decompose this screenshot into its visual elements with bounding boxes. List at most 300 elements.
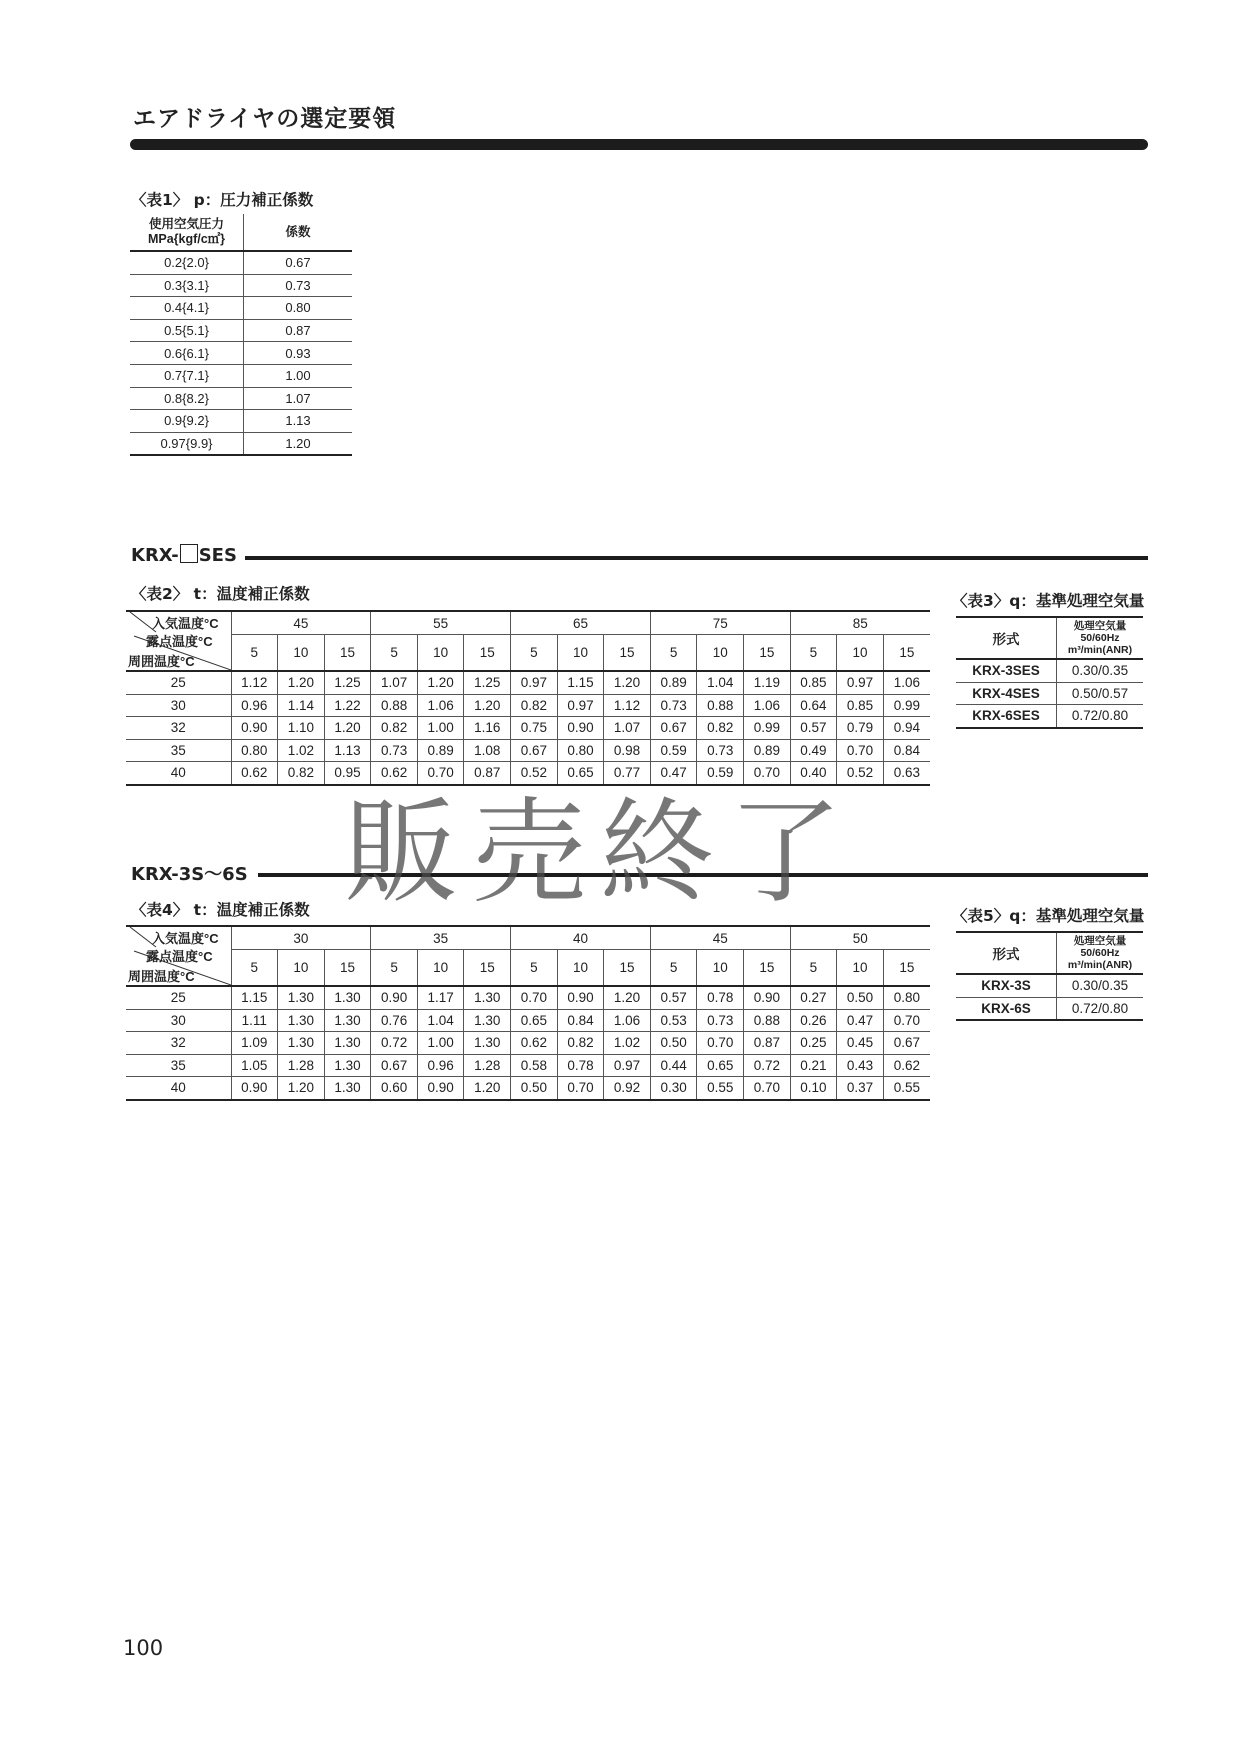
coefficient-cell: 1.22: [324, 694, 371, 717]
dew-point-header: 5: [790, 950, 837, 986]
coefficient-cell: 0.52: [837, 762, 884, 785]
coefficient-cell: 0.97: [511, 671, 558, 694]
coefficient-cell: 1.30: [278, 1009, 325, 1032]
coefficient-cell: 0.40: [790, 762, 837, 785]
flow-header-line2: 50/60Hz: [1080, 632, 1120, 644]
coefficient-cell: 0.90: [744, 986, 791, 1009]
table-row: [130, 274, 352, 297]
coefficient-cell: 1.15: [231, 986, 278, 1009]
coefficient-cell: 1.30: [324, 1032, 371, 1055]
coefficient-cell: 1.06: [744, 694, 791, 717]
coefficient-cell: 0.77: [604, 762, 651, 785]
dew-point-header: 10: [417, 635, 464, 671]
coefficient-cell: 1.20: [278, 1077, 325, 1100]
coefficient-cell: 0.53: [650, 1009, 697, 1032]
flow-cell: 0.72/0.80: [1057, 705, 1144, 728]
ambient-temp-cell: 32: [126, 1032, 231, 1055]
coefficient-cell: 0.73: [697, 1009, 744, 1032]
coefficient-cell: 0.27: [790, 986, 837, 1009]
coefficient-cell: 0.50: [650, 1032, 697, 1055]
coefficient-cell: 0.99: [744, 717, 791, 740]
coefficient-cell: 0.88: [371, 694, 418, 717]
pressure-cell: 0.8{8.2}: [130, 387, 244, 410]
table-row: [956, 997, 1143, 1020]
table-row: [126, 671, 930, 694]
coefficient-cell: 0.75: [511, 717, 558, 740]
coefficient-cell: 1.06: [604, 1009, 651, 1032]
section1-rule: [245, 556, 1148, 560]
ambient-temp-cell: 30: [126, 1009, 231, 1032]
coefficient-cell: 0.82: [697, 717, 744, 740]
coefficient-cell: 0.67: [371, 1054, 418, 1077]
table-row: [130, 319, 352, 342]
coefficient-cell: 1.04: [417, 1009, 464, 1032]
section1-title: [131, 544, 237, 566]
model-cell: KRX-6S: [956, 997, 1057, 1020]
coefficient-cell: 0.88: [744, 1009, 791, 1032]
coefficient-cell: 1.20: [604, 986, 651, 1009]
ambient-temp-cell: 30: [126, 694, 231, 717]
inlet-temp-header: 55: [371, 611, 511, 635]
coefficient-cell: 1.20: [244, 432, 353, 455]
corner-ambient-label: 周囲温度°C: [128, 654, 195, 669]
header-corner: [126, 926, 231, 986]
corner-dew-label: 露点温度°C: [146, 634, 213, 649]
coefficient-cell: 0.59: [650, 739, 697, 762]
coefficient-cell: 0.64: [790, 694, 837, 717]
coefficient-cell: 1.09: [231, 1032, 278, 1055]
model-placeholder-box: [180, 544, 198, 563]
temperature-correction-table-ses: [126, 610, 930, 786]
inlet-temp-header: 35: [371, 926, 511, 950]
coefficient-cell: 1.30: [324, 1054, 371, 1077]
header-row: [956, 932, 1143, 974]
coefficient-cell: 0.65: [697, 1054, 744, 1077]
coefficient-cell: 1.30: [464, 986, 511, 1009]
coefficient-cell: 0.97: [557, 694, 604, 717]
model-header: 形式: [956, 932, 1057, 974]
pressure-cell: 0.97{9.9}: [130, 432, 244, 455]
dew-point-header: 15: [744, 950, 791, 986]
coefficient-cell: 0.57: [790, 717, 837, 740]
dew-point-header: 15: [324, 635, 371, 671]
coefficient-cell: 0.55: [697, 1077, 744, 1100]
coefficient-cell: 0.96: [417, 1054, 464, 1077]
coefficient-cell: 0.73: [371, 739, 418, 762]
coefficient-cell: 1.12: [231, 671, 278, 694]
inlet-temp-header: 75: [650, 611, 790, 635]
coefficient-cell: 0.97: [604, 1054, 651, 1077]
section1-title-suffix: SES: [198, 545, 237, 566]
coefficient-cell: 0.52: [511, 762, 558, 785]
flow-cell: 0.30/0.35: [1057, 974, 1144, 997]
flow-header-line2: 50/60Hz: [1080, 947, 1120, 959]
title-rule: [130, 139, 1148, 150]
coefficient-cell: 1.30: [324, 1009, 371, 1032]
pressure-cell: 0.4{4.1}: [130, 297, 244, 320]
coefficient-cell: 0.73: [650, 694, 697, 717]
coefficient-cell: 1.04: [697, 671, 744, 694]
coefficient-cell: 1.30: [324, 1077, 371, 1100]
ambient-temp-cell: 25: [126, 986, 231, 1009]
coefficient-cell: 0.63: [883, 762, 930, 785]
coefficient-cell: 0.98: [604, 739, 651, 762]
table1-header-pressure-line2: MPa{kgf/c㎡}: [147, 232, 226, 246]
coefficient-cell: 0.99: [883, 694, 930, 717]
coefficient-cell: 1.00: [417, 1032, 464, 1055]
coefficient-cell: 0.10: [790, 1077, 837, 1100]
coefficient-cell: 0.95: [324, 762, 371, 785]
dew-point-header: 10: [837, 950, 884, 986]
header-row-inlet: [126, 611, 930, 635]
coefficient-cell: 0.58: [511, 1054, 558, 1077]
dew-point-header: 15: [604, 635, 651, 671]
inlet-temp-header: 45: [231, 611, 371, 635]
table-row: [956, 682, 1143, 705]
coefficient-cell: 0.65: [511, 1009, 558, 1032]
coefficient-cell: 1.15: [557, 671, 604, 694]
coefficient-cell: 0.43: [837, 1054, 884, 1077]
coefficient-cell: 0.82: [371, 717, 418, 740]
table-row: [130, 364, 352, 387]
table-row: [126, 762, 930, 785]
coefficient-cell: 0.47: [650, 762, 697, 785]
coefficient-cell: 1.25: [324, 671, 371, 694]
coefficient-cell: 0.82: [511, 694, 558, 717]
coefficient-cell: 0.80: [244, 297, 353, 320]
inlet-temp-header: 50: [790, 926, 930, 950]
corner-diagonals: [126, 927, 231, 985]
header-row: [956, 617, 1143, 659]
corner-inlet-label: 入気温度°C: [152, 931, 219, 946]
coefficient-cell: 1.20: [464, 1077, 511, 1100]
page-number: 100: [123, 1636, 164, 1660]
coefficient-cell: 0.85: [837, 694, 884, 717]
dew-point-header: 10: [697, 950, 744, 986]
dew-point-header: 15: [324, 950, 371, 986]
coefficient-cell: 1.06: [417, 694, 464, 717]
dew-point-header: 10: [557, 635, 604, 671]
dew-point-header: 5: [650, 635, 697, 671]
dew-point-header: 5: [511, 950, 558, 986]
dew-point-header: 15: [604, 950, 651, 986]
coefficient-cell: 1.20: [324, 717, 371, 740]
dew-point-header: 15: [883, 635, 930, 671]
coefficient-cell: 0.50: [511, 1077, 558, 1100]
coefficient-cell: 0.70: [697, 1032, 744, 1055]
coefficient-cell: 0.72: [744, 1054, 791, 1077]
coefficient-cell: 1.17: [417, 986, 464, 1009]
table2-caption: 〈表2〉 t：温度補正係数: [131, 585, 310, 603]
coefficient-cell: 0.72: [371, 1032, 418, 1055]
coefficient-cell: 1.30: [324, 986, 371, 1009]
coefficient-cell: 0.47: [837, 1009, 884, 1032]
inlet-temp-header: 45: [650, 926, 790, 950]
coefficient-cell: 0.85: [790, 671, 837, 694]
table-row: [130, 387, 352, 410]
coefficient-cell: 0.78: [557, 1054, 604, 1077]
pressure-cell: 0.9{9.2}: [130, 410, 244, 433]
table-row: [956, 705, 1143, 728]
dew-point-header: 5: [371, 635, 418, 671]
coefficient-cell: 0.94: [883, 717, 930, 740]
coefficient-cell: 0.88: [697, 694, 744, 717]
table1-header-coefficient: 係数: [244, 214, 353, 251]
dew-point-header: 10: [837, 635, 884, 671]
coefficient-cell: 0.90: [557, 717, 604, 740]
coefficient-cell: 1.20: [604, 671, 651, 694]
dew-point-header: 15: [464, 950, 511, 986]
flow-cell: 0.72/0.80: [1057, 997, 1144, 1020]
coefficient-cell: 0.44: [650, 1054, 697, 1077]
table-row: [956, 974, 1143, 997]
header-row-dew: [126, 950, 930, 986]
coefficient-cell: 0.80: [883, 986, 930, 1009]
dew-point-header: 5: [650, 950, 697, 986]
coefficient-cell: 0.87: [464, 762, 511, 785]
coefficient-cell: 1.19: [744, 671, 791, 694]
coefficient-cell: 1.05: [231, 1054, 278, 1077]
table-row: [126, 986, 930, 1009]
flow-header-line1: 処理空気量: [1073, 935, 1127, 947]
pressure-cell: 0.2{2.0}: [130, 251, 244, 274]
table-row: [126, 739, 930, 762]
dew-point-header: 5: [371, 950, 418, 986]
dew-point-header: 10: [417, 950, 464, 986]
coefficient-cell: 0.96: [231, 694, 278, 717]
coefficient-cell: 0.60: [371, 1077, 418, 1100]
coefficient-cell: 1.07: [604, 717, 651, 740]
coefficient-cell: 0.90: [417, 1077, 464, 1100]
coefficient-cell: 0.55: [883, 1077, 930, 1100]
pressure-cell: 0.6{6.1}: [130, 342, 244, 365]
table1-header-pressure: [130, 214, 244, 251]
coefficient-cell: 1.28: [464, 1054, 511, 1077]
coefficient-cell: 0.89: [744, 739, 791, 762]
coefficient-cell: 1.12: [604, 694, 651, 717]
coefficient-cell: 0.37: [837, 1077, 884, 1100]
coefficient-cell: 0.57: [650, 986, 697, 1009]
coefficient-cell: 0.90: [231, 717, 278, 740]
table-row: [126, 1077, 930, 1100]
coefficient-cell: 1.11: [231, 1009, 278, 1032]
table4-caption: 〈表4〉 t：温度補正係数: [131, 901, 310, 919]
ambient-temp-cell: 32: [126, 717, 231, 740]
table-row: [126, 1009, 930, 1032]
section2-title: KRX-3S～6S: [131, 864, 248, 885]
coefficient-cell: 0.70: [883, 1009, 930, 1032]
coefficient-cell: 1.00: [244, 364, 353, 387]
flow-cell: 0.50/0.57: [1057, 682, 1144, 705]
coefficient-cell: 0.70: [744, 762, 791, 785]
coefficient-cell: 0.67: [883, 1032, 930, 1055]
table5-caption: 〈表5〉q：基準処理空気量: [952, 907, 1145, 925]
coefficient-cell: 1.20: [464, 694, 511, 717]
coefficient-cell: 0.97: [837, 671, 884, 694]
coefficient-cell: 0.70: [744, 1077, 791, 1100]
coefficient-cell: 1.07: [244, 387, 353, 410]
coefficient-cell: 0.70: [417, 762, 464, 785]
coefficient-cell: 0.76: [371, 1009, 418, 1032]
temperature-correction-table-s: [126, 925, 930, 1101]
coefficient-cell: 0.45: [837, 1032, 884, 1055]
coefficient-cell: 0.78: [697, 986, 744, 1009]
coefficient-cell: 1.08: [464, 739, 511, 762]
dew-point-header: 5: [231, 635, 278, 671]
table1-caption: 〈表1〉 p：圧力補正係数: [131, 191, 314, 209]
model-cell: KRX-4SES: [956, 682, 1057, 705]
coefficient-cell: 1.30: [278, 986, 325, 1009]
inlet-temp-header: 65: [511, 611, 651, 635]
coefficient-cell: 0.62: [371, 762, 418, 785]
flow-header-line1: 処理空気量: [1073, 620, 1127, 632]
pressure-cell: 0.3{3.1}: [130, 274, 244, 297]
coefficient-cell: 0.67: [244, 251, 353, 274]
coefficient-cell: 0.89: [650, 671, 697, 694]
discontinued-stamp: 販売終了: [344, 786, 857, 919]
pressure-correction-table: [130, 214, 352, 456]
inlet-temp-header: 85: [790, 611, 930, 635]
ambient-temp-cell: 35: [126, 1054, 231, 1077]
header-corner: [126, 611, 231, 671]
ambient-temp-cell: 40: [126, 1077, 231, 1100]
coefficient-cell: 0.50: [837, 986, 884, 1009]
coefficient-cell: 1.02: [604, 1032, 651, 1055]
inlet-temp-header: 30: [231, 926, 371, 950]
coefficient-cell: 0.67: [511, 739, 558, 762]
coefficient-cell: 0.80: [231, 739, 278, 762]
page-title: エアドライヤの選定要領: [133, 106, 397, 132]
coefficient-cell: 0.84: [557, 1009, 604, 1032]
coefficient-cell: 1.13: [244, 410, 353, 433]
coefficient-cell: 0.90: [557, 986, 604, 1009]
coefficient-cell: 0.62: [883, 1054, 930, 1077]
dew-point-header: 10: [278, 635, 325, 671]
coefficient-cell: 0.30: [650, 1077, 697, 1100]
table-row: [130, 342, 352, 365]
coefficient-cell: 1.00: [417, 717, 464, 740]
flow-header-line3: m³/min(ANR): [1067, 959, 1133, 971]
pressure-cell: 0.5{5.1}: [130, 319, 244, 342]
coefficient-cell: 0.79: [837, 717, 884, 740]
coefficient-cell: 1.02: [278, 739, 325, 762]
dew-point-header: 15: [464, 635, 511, 671]
coefficient-cell: 0.26: [790, 1009, 837, 1032]
table3-caption: 〈表3〉q：基準処理空気量: [952, 592, 1145, 610]
dew-point-header: 15: [744, 635, 791, 671]
coefficient-cell: 1.28: [278, 1054, 325, 1077]
table-row: [956, 659, 1143, 682]
inlet-temp-header: 40: [511, 926, 651, 950]
table-row: [130, 297, 352, 320]
coefficient-cell: 1.25: [464, 671, 511, 694]
coefficient-cell: 0.70: [511, 986, 558, 1009]
table-row: [130, 432, 352, 455]
table-row: [130, 251, 352, 274]
base-air-flow-table-s: [956, 931, 1143, 1021]
coefficient-cell: 0.87: [744, 1032, 791, 1055]
coefficient-cell: 1.14: [278, 694, 325, 717]
coefficient-cell: 0.90: [371, 986, 418, 1009]
coefficient-cell: 0.90: [231, 1077, 278, 1100]
dew-point-header: 10: [557, 950, 604, 986]
coefficient-cell: 0.65: [557, 762, 604, 785]
coefficient-cell: 1.20: [278, 671, 325, 694]
coefficient-cell: 0.82: [278, 762, 325, 785]
table-row: [126, 717, 930, 740]
coefficient-cell: 0.92: [604, 1077, 651, 1100]
flow-header: [1057, 617, 1144, 659]
model-cell: KRX-6SES: [956, 705, 1057, 728]
coefficient-cell: 0.25: [790, 1032, 837, 1055]
coefficient-cell: 0.21: [790, 1054, 837, 1077]
header-row-dew: [126, 635, 930, 671]
pressure-cell: 0.7{7.1}: [130, 364, 244, 387]
ambient-temp-cell: 40: [126, 762, 231, 785]
corner-dew-label: 露点温度°C: [146, 949, 213, 964]
corner-ambient-label: 周囲温度°C: [128, 969, 195, 984]
coefficient-cell: 0.73: [697, 739, 744, 762]
model-cell: KRX-3SES: [956, 659, 1057, 682]
coefficient-cell: 0.84: [883, 739, 930, 762]
base-air-flow-table-ses: [956, 616, 1143, 729]
coefficient-cell: 0.62: [511, 1032, 558, 1055]
coefficient-cell: 0.93: [244, 342, 353, 365]
dew-point-header: 5: [511, 635, 558, 671]
header-row-inlet: [126, 926, 930, 950]
coefficient-cell: 1.16: [464, 717, 511, 740]
coefficient-cell: 0.62: [231, 762, 278, 785]
table-row: [126, 694, 930, 717]
coefficient-cell: 0.82: [557, 1032, 604, 1055]
coefficient-cell: 0.73: [244, 274, 353, 297]
dew-point-header: 5: [790, 635, 837, 671]
section1-title-prefix: KRX-: [131, 545, 179, 566]
flow-header-line3: m³/min(ANR): [1067, 644, 1133, 656]
coefficient-cell: 1.13: [324, 739, 371, 762]
ambient-temp-cell: 25: [126, 671, 231, 694]
corner-inlet-label: 入気温度°C: [152, 616, 219, 631]
coefficient-cell: 1.30: [464, 1032, 511, 1055]
flow-header: [1057, 932, 1144, 974]
coefficient-cell: 0.59: [697, 762, 744, 785]
corner-diagonals: [126, 612, 231, 670]
coefficient-cell: 1.30: [464, 1009, 511, 1032]
table-row: [126, 1032, 930, 1055]
coefficient-cell: 1.06: [883, 671, 930, 694]
dew-point-header: 10: [697, 635, 744, 671]
coefficient-cell: 0.80: [557, 739, 604, 762]
coefficient-cell: 0.70: [837, 739, 884, 762]
coefficient-cell: 0.89: [417, 739, 464, 762]
coefficient-cell: 1.30: [278, 1032, 325, 1055]
flow-cell: 0.30/0.35: [1057, 659, 1144, 682]
model-cell: KRX-3S: [956, 974, 1057, 997]
coefficient-cell: 1.10: [278, 717, 325, 740]
coefficient-cell: 0.49: [790, 739, 837, 762]
table-row: [126, 1054, 930, 1077]
table1-header-pressure-line1: 使用空気圧力: [148, 217, 224, 231]
coefficient-cell: 0.67: [650, 717, 697, 740]
coefficient-cell: 0.87: [244, 319, 353, 342]
ambient-temp-cell: 35: [126, 739, 231, 762]
dew-point-header: 5: [231, 950, 278, 986]
dew-point-header: 10: [278, 950, 325, 986]
coefficient-cell: 0.70: [557, 1077, 604, 1100]
coefficient-cell: 1.07: [371, 671, 418, 694]
coefficient-cell: 1.20: [417, 671, 464, 694]
model-header: 形式: [956, 617, 1057, 659]
